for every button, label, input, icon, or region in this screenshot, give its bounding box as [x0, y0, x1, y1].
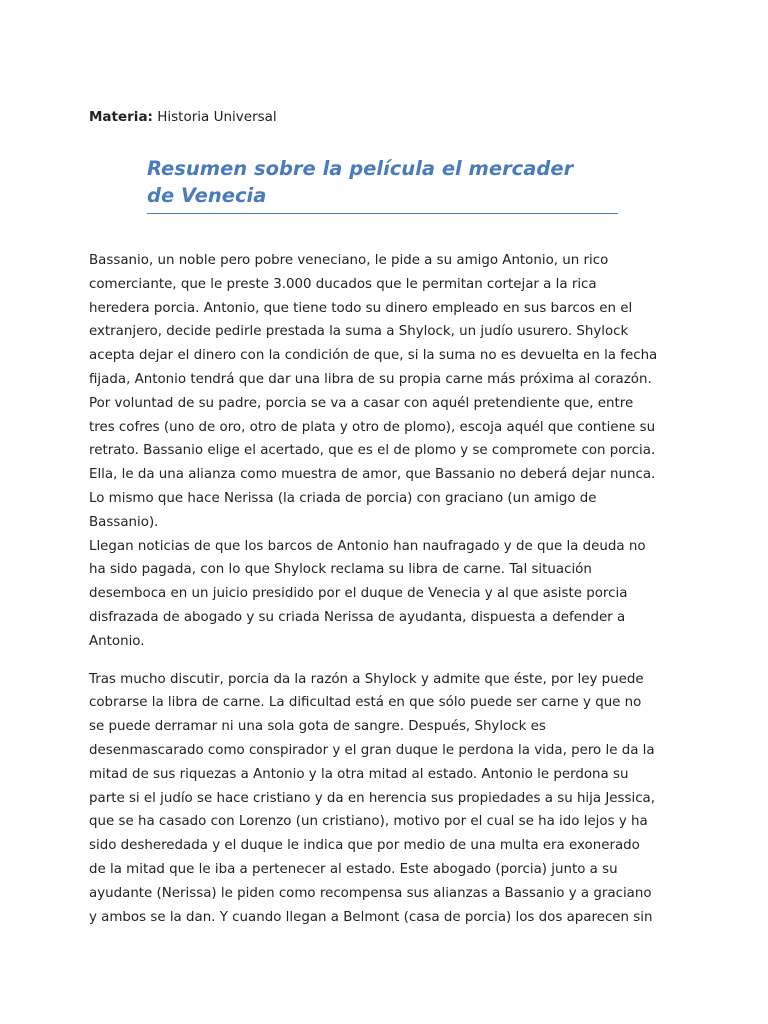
- document-body: [89, 249, 689, 929]
- text-line: cobrarse la libra de carne. La dificultad está en que sólo puede ser carne y que no: [89, 695, 642, 711]
- paragraph-gap: [89, 654, 689, 668]
- text-line: heredera porcia. Antonio, que tiene todo su dinero empleado en sus barcos en el: [89, 300, 633, 316]
- text-line: se puede derramar ni una sola gota de sangre. Después, Shylock es: [89, 719, 546, 735]
- subject-line: [89, 108, 277, 126]
- text-line: desenmascarado como conspirador y el gran duque le perdona la vida, pero le da la: [89, 742, 655, 758]
- text-line: retrato. Bassanio elige el acertado, que es el de plomo y se compromete con porcia.: [89, 443, 656, 459]
- text-line: ha sido pagada, con lo que Shylock reclama su libra de carne. Tal situación: [89, 562, 592, 578]
- subject-value: Historia Universal: [152, 109, 277, 125]
- text-line: extranjero, decide pedirle prestada la suma a Shylock, un judío usurero. Shylock: [89, 324, 629, 340]
- text-line: que se ha casado con Lorenzo (un cristiano), motivo por el cual se ha ido lejos y ha: [89, 814, 648, 830]
- text-line: sido desheredada y el duque le indica que por medio de una multa era exonerado: [89, 838, 640, 854]
- text-line: Por voluntad de su padre, porcia se va a casar con aquél pretendiente que, entre: [89, 395, 634, 411]
- text-line: desemboca en un juicio presidido por el duque de Venecia y al que asiste porcia: [89, 586, 628, 602]
- text-line: comerciante, que le preste 3.000 ducados que le permitan cortejar a la rica: [89, 276, 597, 292]
- text-line: Lo mismo que hace Nerissa (la criada de porcia) con graciano (un amigo de: [89, 490, 597, 506]
- text-line: fijada, Antonio tendrá que dar una libra de su propia carne más próxima al corazón.: [89, 371, 652, 387]
- text-line: Antonio.: [89, 633, 145, 649]
- text-line: disfrazada de abogado y su criada Nerissa de ayudanta, dispuesta a defender a: [89, 609, 626, 625]
- text-line: Tras mucho discutir, porcia da la razón a Shylock y admite que éste, por ley puede: [89, 671, 644, 687]
- text-line: Bassanio).: [89, 514, 159, 530]
- text-line: acepta dejar el dinero con la condición de que, si la suma no es devuelta en la fecha: [89, 348, 658, 364]
- text-line: tres cofres (uno de oro, otro de plata y otro de plomo), escoja aquél que contiene su: [89, 419, 656, 435]
- text-line: de la mitad que le iba a pertenecer al estado. Este abogado (porcia) junto a su: [89, 861, 618, 877]
- paragraph-2: [89, 668, 689, 930]
- text-line: parte si el judío se hace cristiano y da en herencia sus propiedades a su hija Jessica,: [89, 790, 656, 806]
- text-line: y ambos se la dan. Y cuando llegan a Belmont (casa de porcia) los dos aparecen sin: [89, 909, 653, 925]
- text-line: Ella, le da una alianza como muestra de amor, que Bassanio no deberá dejar nunca.: [89, 467, 656, 483]
- text-line: Llegan noticias de que los barcos de Antonio han naufragado y de que la deuda no: [89, 538, 646, 554]
- title-line: de Venecia: [147, 184, 267, 207]
- document-title: [147, 155, 618, 214]
- subject-label: Materia:: [89, 109, 153, 125]
- paragraph-1: [89, 249, 689, 654]
- text-line: Bassanio, un noble pero pobre veneciano, le pide a su amigo Antonio, un rico: [89, 253, 609, 268]
- title-line: Resumen sobre la película el mercader: [147, 157, 574, 180]
- text-line: ayudante (Nerissa) le piden como recompensa sus alianzas a Bassanio y a graciano: [89, 885, 652, 901]
- text-line: mitad de sus riquezas a Antonio y la otra mitad al estado. Antonio le perdona su: [89, 766, 629, 782]
